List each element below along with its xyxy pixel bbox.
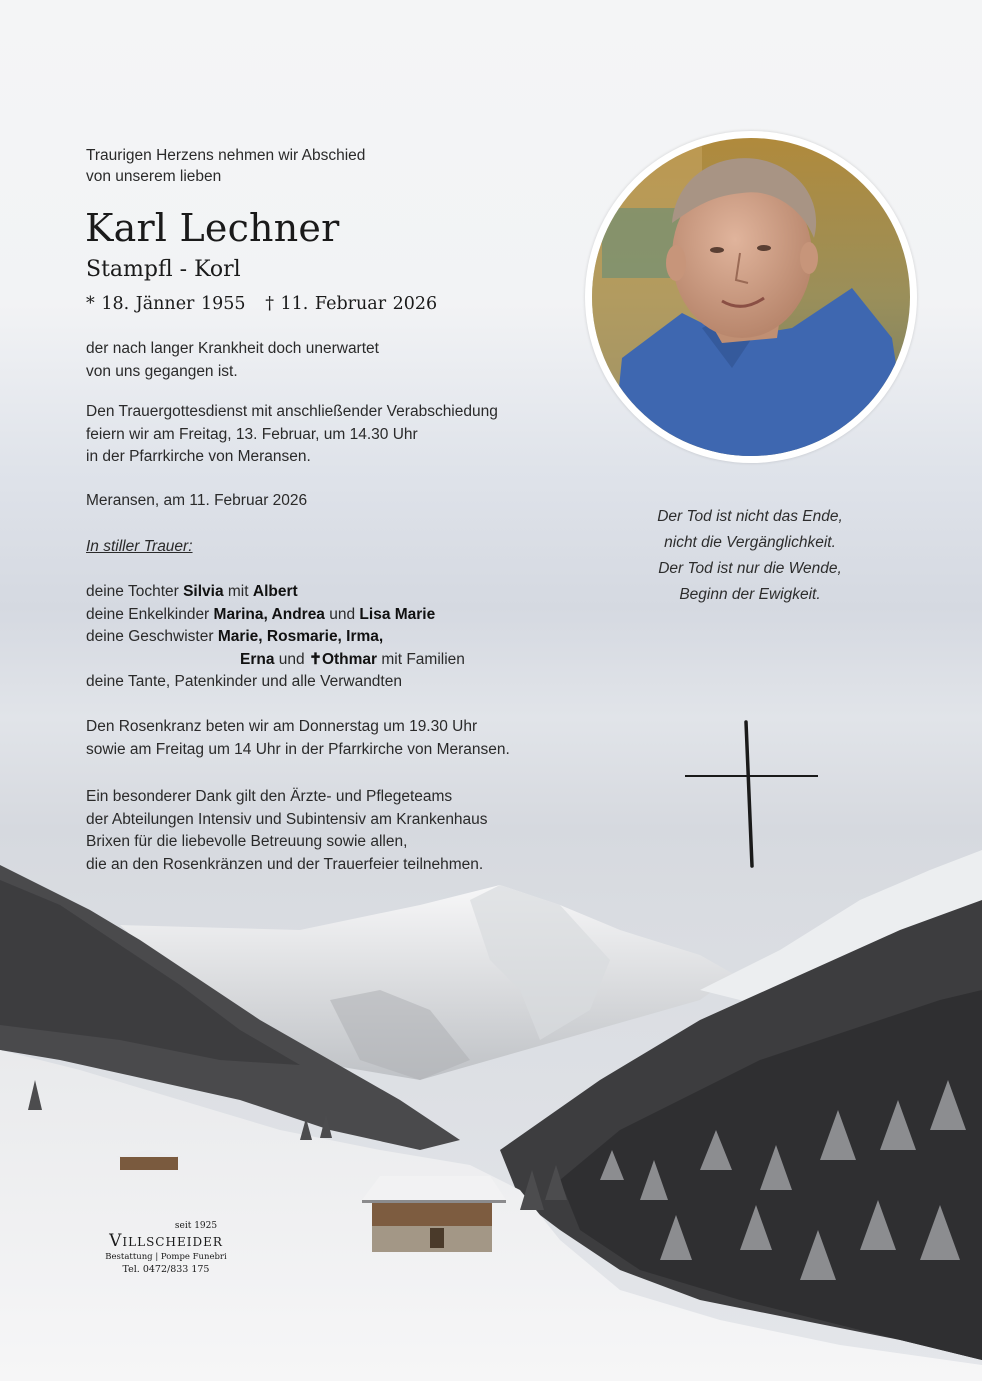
place-date: Meransen, am 11. Februar 2026 [86,492,308,509]
mourner-line-grandchildren [86,604,465,627]
mourner-label: deine Geschwister [86,628,218,645]
mourners-list [86,581,465,694]
logo-phone: Tel. 0472/833 175 [122,1264,210,1275]
service-line-3: in der Pfarrkirche von Meransen. [86,448,311,465]
mourner-line-others: deine Tante, Patenkinder und alle Verwandten [86,673,402,690]
mourner-name: ✝Othmar [308,650,378,668]
thanks-line-2: der Abteilungen Intensiv und Subintensiv am Krankenhaus [86,810,488,828]
mourner-name: Marie, Rosmarie, Irma, [217,628,384,645]
logo-since: seit 1925 [174,1221,218,1231]
passing-line-2: von uns gegangen ist. [86,362,238,380]
poem [600,504,900,608]
thanks-line-1: Ein besonderer Dank gilt den Ärzte- und Pflegeteams [86,788,453,805]
mourner-name: Erna [240,650,275,668]
thanks-line-4: die an den Rosenkränzen und der Trauerfeier teilnehmen. [86,855,484,873]
poem-line-4: Beginn der Ewigkeit. [679,586,821,603]
thanks-line-3: Brixen für die liebevolle Betreuung sowie allen, [86,833,408,850]
passing-text [86,338,379,383]
portrait-image [592,138,910,456]
intro-text [86,145,365,187]
service-line-2: feiern wir am Freitag, 13. Februar, um 14.30 Uhr [86,425,418,443]
mourner-conjunction: mit [223,583,253,600]
portrait-photo [585,131,917,463]
mourner-label: deine Tochter [86,583,184,600]
mourner-name: Lisa Marie [359,605,436,623]
logo-services: Bestattung | Pompe Funebri [105,1252,227,1262]
deceased-nickname: Stampfl - Korl [86,257,241,282]
latin-cross-icon [684,720,820,870]
intro-line-1: Traurigen Herzens nehmen wir Abschied [86,147,366,164]
poem-line-1: Der Tod ist nicht das Ende, [657,508,843,525]
life-dates: * 18. Jänner 1955 † 11. Februar 2026 [86,294,438,314]
service-text [86,401,498,469]
intro-line-2: von unserem lieben [86,168,222,185]
rosary-text [86,716,510,761]
mourner-line-daughter [86,581,465,604]
poem-line-2: nicht die Vergänglichkeit. [664,534,836,551]
deceased-name: Karl Lechner [85,206,340,250]
mourner-suffix: mit Familien [377,650,465,668]
mourner-name: Marina, Andrea [213,605,325,623]
passing-line-1: der nach langer Krankheit doch unerwartet [86,340,379,357]
mourning-heading: In stiller Trauer: [86,538,193,555]
mourner-name: Silvia [183,583,224,600]
mourner-conjunction: und [274,650,309,668]
funeral-home-logo [96,1221,236,1277]
poem-line-3: Der Tod ist nur die Wende, [658,560,842,577]
mourner-line-siblings [86,626,465,649]
mourner-name: Albert [252,583,298,600]
service-line-1: Den Trauergottesdienst mit anschließender Verabschiedung [86,403,498,420]
logo-brand: Villscheider [109,1231,223,1251]
mourner-line-siblings-2 [86,649,465,672]
rosary-line-1: Den Rosenkranz beten wir am Donnerstag um 19.30 Uhr [86,718,478,735]
mourner-conjunction: und [324,605,360,623]
mourner-label: deine Enkelkinder [86,605,214,623]
thanks-text [86,786,488,876]
rosary-line-2: sowie am Freitag um 14 Uhr in der Pfarrkirche von Meransen. [86,740,510,758]
